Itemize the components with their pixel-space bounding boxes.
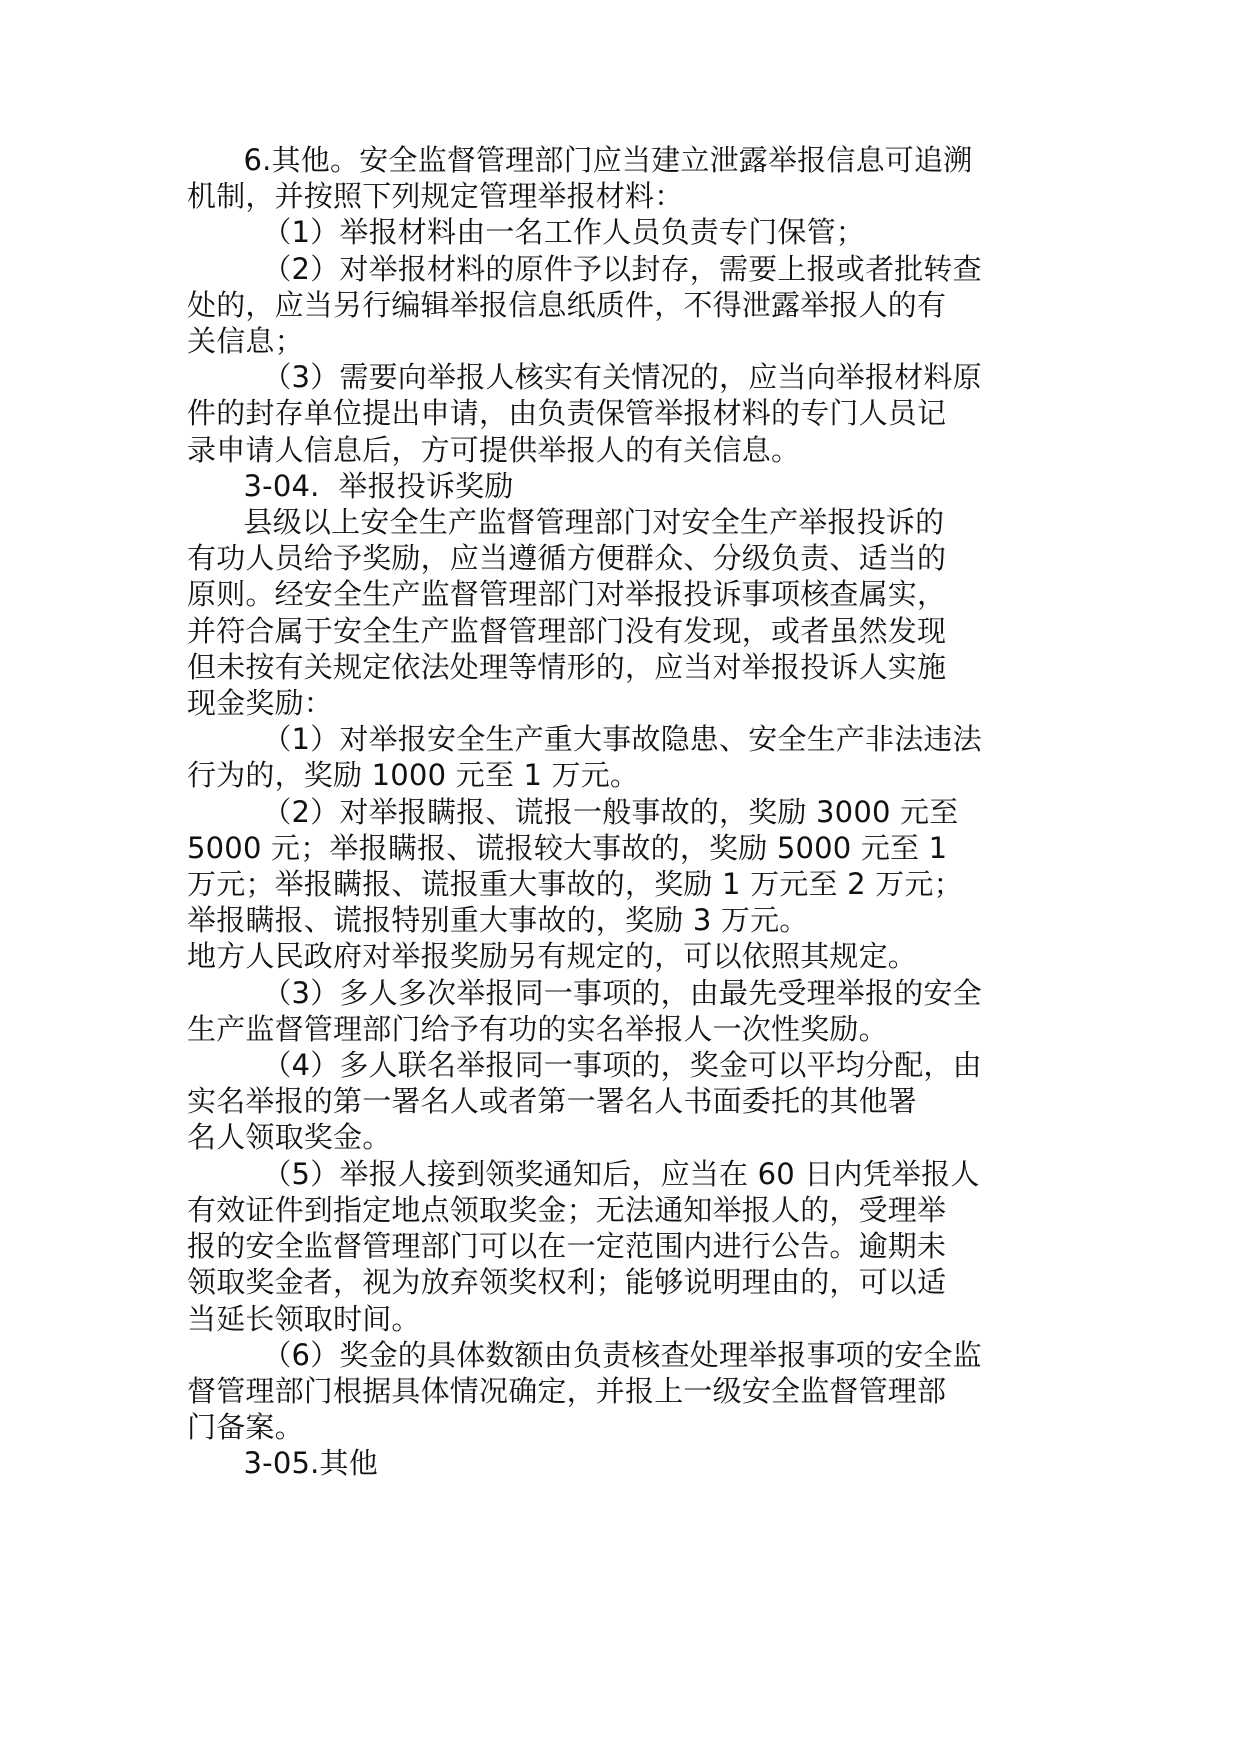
- text-line: 录申请人信息后，方可提供举报人的有关信息。: [187, 432, 801, 467]
- text-line: （2）对举报瞒报、谎报一般事故的，奖励 3000 元至: [187, 794, 959, 829]
- text-line: 关信息；: [187, 324, 304, 359]
- section-heading: 3-05.其他: [187, 1446, 378, 1481]
- text-line: 行为的，奖励 1000 元至 1 万元。: [187, 758, 640, 793]
- text-line: （1）对举报安全生产重大事故隐患、安全生产非法违法: [187, 722, 982, 757]
- text-line: 5000 元；举报瞒报、谎报较大事故的，奖励 5000 元至 1: [187, 830, 948, 865]
- section-heading: 3-04. 举报投诉奖励: [187, 468, 514, 503]
- text-line: （2）对举报材料的原件予以封存，需要上报或者批转查: [187, 251, 982, 286]
- text-line: 6.其他。安全监督管理部门应当建立泄露举报信息可追溯: [187, 143, 973, 177]
- text-line: 实名举报的第一署名人或者第一署名人书面委托的其他署: [187, 1084, 918, 1119]
- text-line: 处的，应当另行编辑举报信息纸质件，不得泄露举报人的有: [187, 287, 947, 322]
- text-line: 有功人员给予奖励，应当遵循方便群众、分级负责、适当的: [187, 541, 947, 576]
- text-line: 报的安全监督管理部门可以在一定范围内进行公告。逾期未: [187, 1229, 947, 1264]
- text-line: （4）多人联名举报同一事项的，奖金可以平均分配，由: [187, 1048, 982, 1083]
- text-line: 生产监督管理部门给予有功的实名举报人一次性奖励。: [187, 1011, 888, 1046]
- text-line: （6）奖金的具体数额由负责核查处理举报事项的安全监: [187, 1337, 982, 1372]
- text-line: 督管理部门根据具体情况确定，并报上一级安全监督管理部: [187, 1373, 947, 1408]
- text-line: 但未按有关规定依法处理等情形的，应当对举报投诉人实施: [187, 649, 947, 684]
- text-line: 举报瞒报、谎报特别重大事故的，奖励 3 万元。: [187, 903, 809, 938]
- text-line: （3）需要向举报人核实有关情况的，应当向举报材料原: [187, 360, 982, 395]
- text-line: 名人领取奖金。: [187, 1120, 392, 1155]
- text-line: （5）举报人接到领奖通知后，应当在 60 日内凭举报人: [187, 1156, 980, 1191]
- text-line: 现金奖励：: [187, 686, 334, 721]
- text-line: 有效证件到指定地点领取奖金；无法通知举报人的，受理举: [187, 1192, 947, 1227]
- text-line: 门备案。: [187, 1410, 304, 1445]
- text-line: 当延长领取时间。: [187, 1301, 421, 1336]
- text-line: 件的封存单位提出申请，由负责保管举报材料的专门人员记: [187, 396, 947, 431]
- text-line: 领取奖金者，视为放弃领奖权利；能够说明理由的，可以适: [187, 1265, 947, 1300]
- document-page: [187, 142, 1057, 1482]
- text-line: 地方人民政府对举报奖励另有规定的，可以依照其规定。: [187, 939, 918, 974]
- text-line: （3）多人多次举报同一事项的，由最先受理举报的安全: [187, 975, 982, 1010]
- text-line: 并符合属于安全生产监督管理部门没有发现，或者虽然发现: [187, 613, 947, 648]
- text-line: 机制，并按照下列规定管理举报材料：: [187, 179, 684, 214]
- text-line: 县级以上安全生产监督管理部门对安全生产举报投诉的: [187, 505, 945, 540]
- text-line: （1）举报材料由一名工作人员负责专门保管；: [187, 215, 865, 250]
- text-line: 原则。经安全生产监督管理部门对举报投诉事项核查属实，: [187, 577, 947, 612]
- text-line: 万元；举报瞒报、谎报重大事故的，奖励 1 万元至 2 万元；: [187, 867, 963, 902]
